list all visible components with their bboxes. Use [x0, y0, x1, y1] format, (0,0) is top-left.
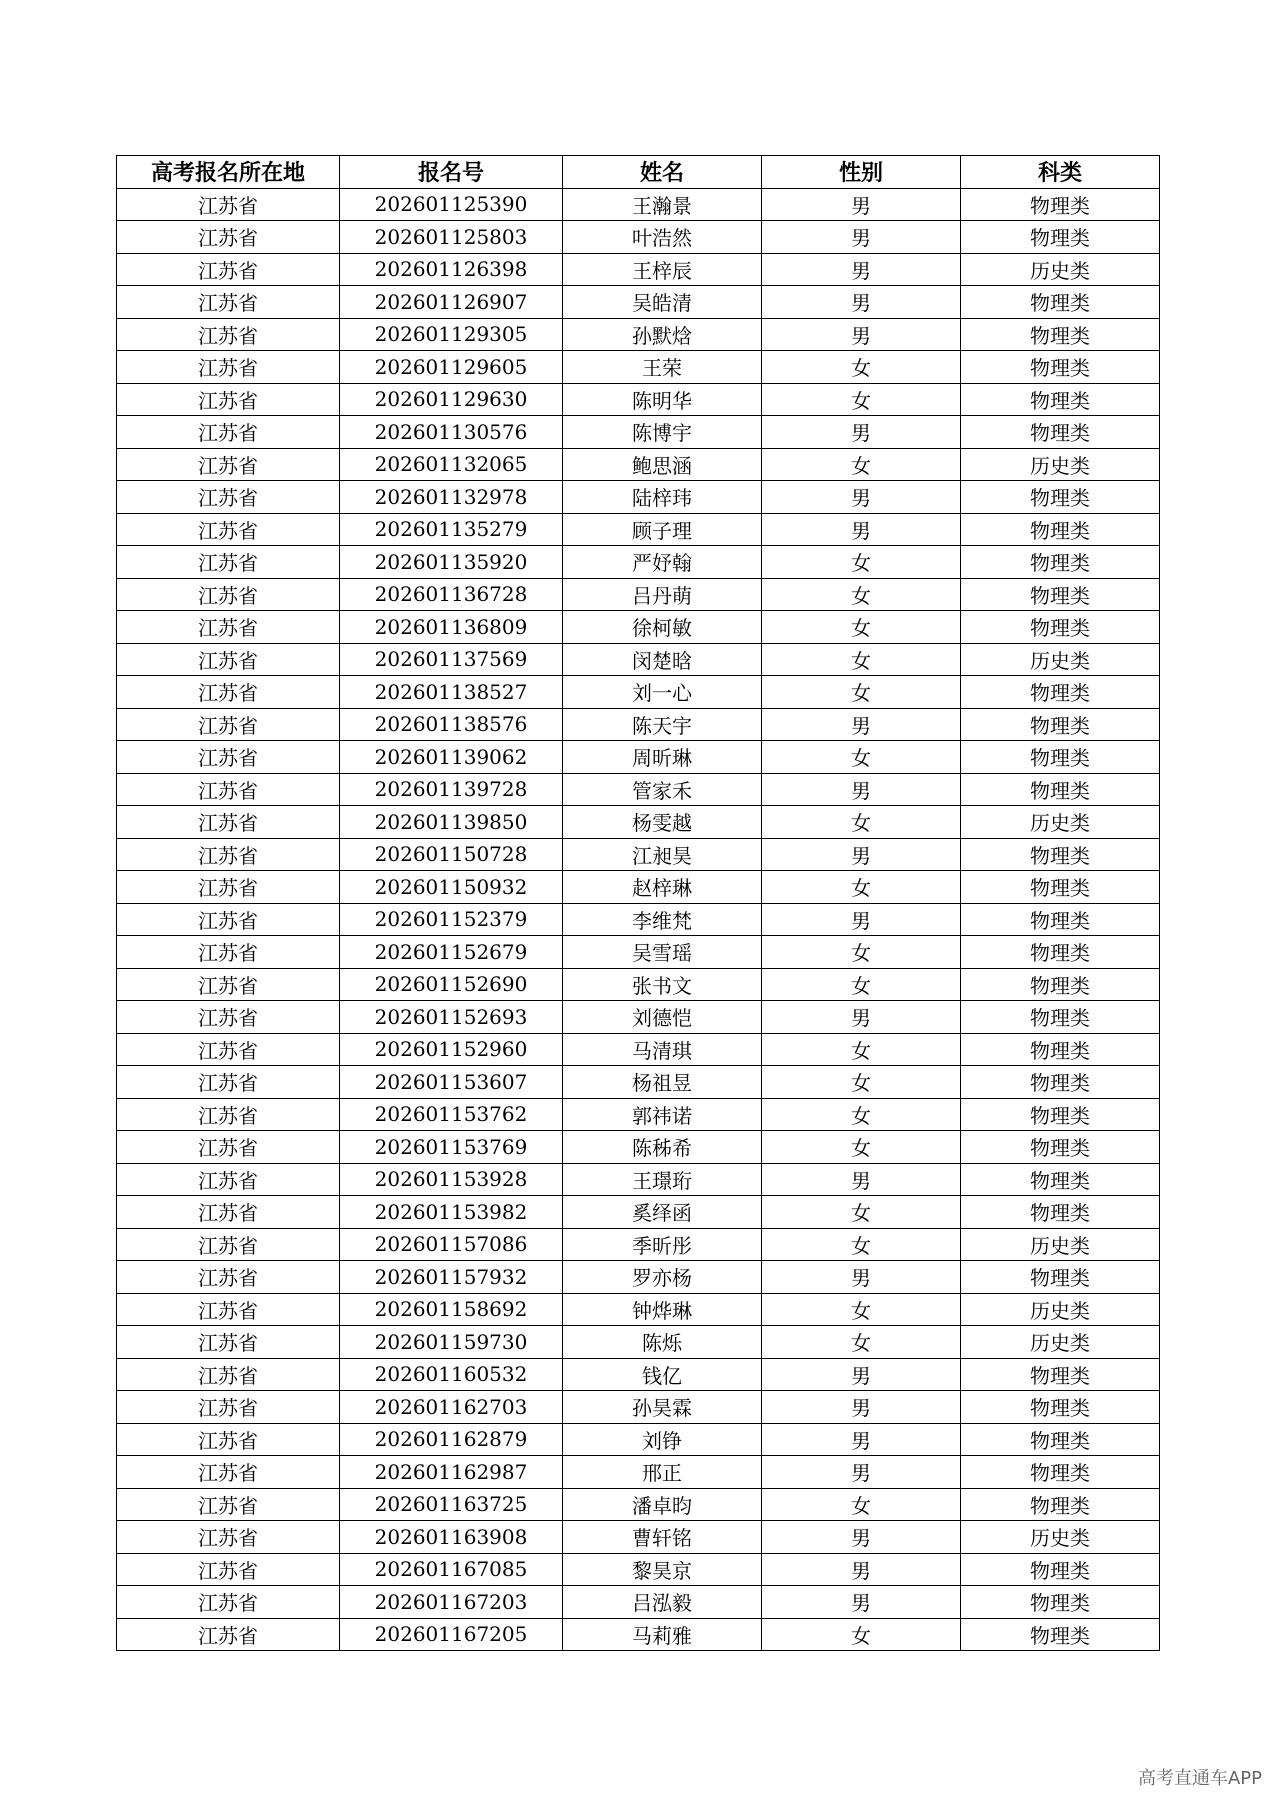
cell-reg-number: 202601126398 [340, 253, 563, 286]
cell-reg-number: 202601138576 [340, 708, 563, 741]
cell-subject: 物理类 [961, 773, 1160, 806]
table-row [117, 318, 1160, 351]
cell-gender: 男 [762, 1261, 961, 1294]
table-row [117, 188, 1160, 221]
cell-gender: 男 [762, 1456, 961, 1489]
cell-name: 孙默焓 [563, 318, 762, 351]
cell-reg-number: 202601129630 [340, 383, 563, 416]
cell-subject: 物理类 [961, 578, 1160, 611]
cell-gender: 女 [762, 383, 961, 416]
table-row [117, 546, 1160, 579]
cell-gender: 女 [762, 968, 961, 1001]
cell-subject: 历史类 [961, 1228, 1160, 1261]
header-gender: 性别 [762, 156, 961, 189]
table-row [117, 578, 1160, 611]
cell-name: 鲍思涵 [563, 448, 762, 481]
table-row [117, 741, 1160, 774]
cell-region: 江苏省 [117, 1196, 340, 1229]
cell-name: 徐柯敏 [563, 611, 762, 644]
cell-reg-number: 202601167203 [340, 1586, 563, 1619]
cell-subject: 物理类 [961, 1423, 1160, 1456]
cell-reg-number: 202601153928 [340, 1163, 563, 1196]
table-row [117, 676, 1160, 709]
table-row [117, 448, 1160, 481]
cell-gender: 女 [762, 1326, 961, 1359]
cell-name: 钟烨琳 [563, 1293, 762, 1326]
cell-region: 江苏省 [117, 773, 340, 806]
cell-name: 陈天宇 [563, 708, 762, 741]
cell-region: 江苏省 [117, 1261, 340, 1294]
cell-name: 王璟珩 [563, 1163, 762, 1196]
cell-subject: 历史类 [961, 1326, 1160, 1359]
cell-region: 江苏省 [117, 1391, 340, 1424]
cell-region: 江苏省 [117, 676, 340, 709]
cell-name: 马清琪 [563, 1033, 762, 1066]
cell-gender: 女 [762, 1488, 961, 1521]
cell-subject: 物理类 [961, 1261, 1160, 1294]
cell-reg-number: 202601139850 [340, 806, 563, 839]
cell-name: 潘卓昀 [563, 1488, 762, 1521]
cell-gender: 女 [762, 1033, 961, 1066]
cell-region: 江苏省 [117, 1358, 340, 1391]
cell-name: 周昕琳 [563, 741, 762, 774]
cell-region: 江苏省 [117, 448, 340, 481]
cell-region: 江苏省 [117, 351, 340, 384]
cell-subject: 物理类 [961, 188, 1160, 221]
cell-gender: 女 [762, 351, 961, 384]
cell-name: 严妤翰 [563, 546, 762, 579]
cell-subject: 物理类 [961, 286, 1160, 319]
cell-reg-number: 202601152679 [340, 936, 563, 969]
cell-subject: 物理类 [961, 318, 1160, 351]
cell-subject: 物理类 [961, 1391, 1160, 1424]
cell-region: 江苏省 [117, 481, 340, 514]
cell-region: 江苏省 [117, 1001, 340, 1034]
cell-gender: 女 [762, 1293, 961, 1326]
cell-region: 江苏省 [117, 416, 340, 449]
cell-subject: 物理类 [961, 1456, 1160, 1489]
cell-subject: 物理类 [961, 838, 1160, 871]
cell-reg-number: 202601132065 [340, 448, 563, 481]
cell-gender: 男 [762, 1553, 961, 1586]
cell-subject: 物理类 [961, 1488, 1160, 1521]
header-reg-number: 报名号 [340, 156, 563, 189]
cell-gender: 男 [762, 221, 961, 254]
cell-reg-number: 202601153982 [340, 1196, 563, 1229]
cell-subject: 物理类 [961, 383, 1160, 416]
cell-gender: 男 [762, 1586, 961, 1619]
cell-subject: 物理类 [961, 1001, 1160, 1034]
cell-region: 江苏省 [117, 968, 340, 1001]
table-row [117, 773, 1160, 806]
cell-name: 叶浩然 [563, 221, 762, 254]
cell-reg-number: 202601167205 [340, 1618, 563, 1651]
cell-reg-number: 202601125390 [340, 188, 563, 221]
cell-reg-number: 202601152690 [340, 968, 563, 1001]
table-row [117, 1586, 1160, 1619]
cell-gender: 男 [762, 481, 961, 514]
cell-gender: 女 [762, 936, 961, 969]
cell-name: 刘铮 [563, 1423, 762, 1456]
cell-reg-number: 202601163908 [340, 1521, 563, 1554]
cell-reg-number: 202601153762 [340, 1098, 563, 1131]
cell-region: 江苏省 [117, 1098, 340, 1131]
cell-subject: 物理类 [961, 611, 1160, 644]
cell-name: 黎昊京 [563, 1553, 762, 1586]
cell-region: 江苏省 [117, 1521, 340, 1554]
table-row [117, 1001, 1160, 1034]
cell-region: 江苏省 [117, 513, 340, 546]
cell-reg-number: 202601136809 [340, 611, 563, 644]
cell-name: 马莉雅 [563, 1618, 762, 1651]
cell-region: 江苏省 [117, 1456, 340, 1489]
cell-gender: 男 [762, 188, 961, 221]
header-subject: 科类 [961, 156, 1160, 189]
cell-subject: 物理类 [961, 1618, 1160, 1651]
cell-region: 江苏省 [117, 1553, 340, 1586]
cell-gender: 女 [762, 1098, 961, 1131]
cell-reg-number: 202601158692 [340, 1293, 563, 1326]
cell-reg-number: 202601150728 [340, 838, 563, 871]
cell-reg-number: 202601125803 [340, 221, 563, 254]
header-name: 姓名 [563, 156, 762, 189]
cell-subject: 物理类 [961, 1358, 1160, 1391]
cell-region: 江苏省 [117, 546, 340, 579]
cell-name: 孙昊霖 [563, 1391, 762, 1424]
cell-region: 江苏省 [117, 838, 340, 871]
table-row [117, 1618, 1160, 1651]
cell-gender: 女 [762, 676, 961, 709]
cell-gender: 男 [762, 838, 961, 871]
table-row [117, 351, 1160, 384]
cell-subject: 物理类 [961, 1131, 1160, 1164]
table-row [117, 1228, 1160, 1261]
cell-gender: 女 [762, 546, 961, 579]
cell-subject: 物理类 [961, 968, 1160, 1001]
cell-name: 王荣 [563, 351, 762, 384]
cell-reg-number: 202601150932 [340, 871, 563, 904]
table-row [117, 1098, 1160, 1131]
cell-name: 钱亿 [563, 1358, 762, 1391]
cell-region: 江苏省 [117, 286, 340, 319]
cell-reg-number: 202601139062 [340, 741, 563, 774]
cell-region: 江苏省 [117, 188, 340, 221]
cell-subject: 物理类 [961, 1196, 1160, 1229]
cell-region: 江苏省 [117, 221, 340, 254]
cell-region: 江苏省 [117, 1228, 340, 1261]
cell-region: 江苏省 [117, 708, 340, 741]
roster-table [116, 155, 1160, 1651]
cell-region: 江苏省 [117, 611, 340, 644]
cell-reg-number: 202601167085 [340, 1553, 563, 1586]
table-row [117, 611, 1160, 644]
table-row [117, 1423, 1160, 1456]
cell-subject: 物理类 [961, 676, 1160, 709]
cell-gender: 男 [762, 513, 961, 546]
cell-subject: 物理类 [961, 546, 1160, 579]
table-row [117, 1326, 1160, 1359]
cell-name: 陈秭希 [563, 1131, 762, 1164]
cell-name: 罗亦杨 [563, 1261, 762, 1294]
cell-gender: 男 [762, 286, 961, 319]
table-row [117, 481, 1160, 514]
cell-reg-number: 202601126907 [340, 286, 563, 319]
table-row [117, 1358, 1160, 1391]
cell-subject: 物理类 [961, 481, 1160, 514]
cell-region: 江苏省 [117, 383, 340, 416]
cell-name: 李维梵 [563, 903, 762, 936]
cell-name: 邢正 [563, 1456, 762, 1489]
cell-region: 江苏省 [117, 1033, 340, 1066]
table-row [117, 838, 1160, 871]
cell-gender: 女 [762, 611, 961, 644]
cell-name: 杨雯越 [563, 806, 762, 839]
cell-gender: 女 [762, 741, 961, 774]
cell-region: 江苏省 [117, 903, 340, 936]
table-row [117, 1131, 1160, 1164]
cell-name: 陈烁 [563, 1326, 762, 1359]
table-row [117, 1488, 1160, 1521]
roster-body [117, 188, 1160, 1651]
cell-gender: 男 [762, 1163, 961, 1196]
cell-reg-number: 202601137569 [340, 643, 563, 676]
cell-reg-number: 202601153769 [340, 1131, 563, 1164]
cell-name: 江昶昊 [563, 838, 762, 871]
table-row [117, 1293, 1160, 1326]
table-row [117, 806, 1160, 839]
cell-subject: 物理类 [961, 903, 1160, 936]
cell-name: 郭祎诺 [563, 1098, 762, 1131]
cell-subject: 物理类 [961, 741, 1160, 774]
cell-region: 江苏省 [117, 578, 340, 611]
cell-reg-number: 202601162879 [340, 1423, 563, 1456]
table-row [117, 286, 1160, 319]
cell-reg-number: 202601162703 [340, 1391, 563, 1424]
cell-subject: 历史类 [961, 1521, 1160, 1554]
cell-reg-number: 202601139728 [340, 773, 563, 806]
cell-region: 江苏省 [117, 318, 340, 351]
cell-reg-number: 202601135920 [340, 546, 563, 579]
cell-name: 顾子理 [563, 513, 762, 546]
cell-region: 江苏省 [117, 1586, 340, 1619]
cell-region: 江苏省 [117, 1488, 340, 1521]
cell-gender: 男 [762, 1391, 961, 1424]
table-row [117, 1033, 1160, 1066]
table-row [117, 416, 1160, 449]
cell-reg-number: 202601130576 [340, 416, 563, 449]
cell-reg-number: 202601159730 [340, 1326, 563, 1359]
cell-gender: 男 [762, 1521, 961, 1554]
cell-reg-number: 202601132978 [340, 481, 563, 514]
cell-gender: 男 [762, 903, 961, 936]
cell-reg-number: 202601160532 [340, 1358, 563, 1391]
table-row [117, 708, 1160, 741]
cell-gender: 女 [762, 643, 961, 676]
cell-region: 江苏省 [117, 1293, 340, 1326]
cell-subject: 物理类 [961, 1586, 1160, 1619]
cell-name: 王瀚景 [563, 188, 762, 221]
table-row [117, 1261, 1160, 1294]
cell-reg-number: 202601163725 [340, 1488, 563, 1521]
cell-region: 江苏省 [117, 1618, 340, 1651]
cell-region: 江苏省 [117, 741, 340, 774]
cell-subject: 历史类 [961, 643, 1160, 676]
cell-gender: 男 [762, 1358, 961, 1391]
cell-name: 奚绎函 [563, 1196, 762, 1229]
cell-reg-number: 202601136728 [340, 578, 563, 611]
header-row [117, 156, 1160, 189]
table-row [117, 903, 1160, 936]
cell-name: 刘德恺 [563, 1001, 762, 1034]
cell-gender: 女 [762, 1131, 961, 1164]
cell-subject: 物理类 [961, 221, 1160, 254]
cell-region: 江苏省 [117, 871, 340, 904]
cell-subject: 历史类 [961, 253, 1160, 286]
cell-region: 江苏省 [117, 806, 340, 839]
cell-name: 杨祖昱 [563, 1066, 762, 1099]
cell-reg-number: 202601153607 [340, 1066, 563, 1099]
table-row [117, 643, 1160, 676]
cell-name: 吕泓毅 [563, 1586, 762, 1619]
table-row [117, 871, 1160, 904]
cell-reg-number: 202601129305 [340, 318, 563, 351]
cell-subject: 物理类 [961, 936, 1160, 969]
cell-reg-number: 202601138527 [340, 676, 563, 709]
cell-gender: 女 [762, 448, 961, 481]
cell-subject: 历史类 [961, 1293, 1160, 1326]
table-row [117, 1163, 1160, 1196]
cell-name: 陈明华 [563, 383, 762, 416]
table-row [117, 1456, 1160, 1489]
cell-subject: 历史类 [961, 448, 1160, 481]
cell-reg-number: 202601152693 [340, 1001, 563, 1034]
cell-reg-number: 202601135279 [340, 513, 563, 546]
cell-subject: 物理类 [961, 871, 1160, 904]
cell-region: 江苏省 [117, 643, 340, 676]
cell-region: 江苏省 [117, 1423, 340, 1456]
table-row [117, 513, 1160, 546]
table-row [117, 936, 1160, 969]
cell-name: 赵梓琳 [563, 871, 762, 904]
cell-subject: 物理类 [961, 416, 1160, 449]
cell-gender: 男 [762, 253, 961, 286]
cell-gender: 女 [762, 1196, 961, 1229]
cell-name: 季昕彤 [563, 1228, 762, 1261]
cell-reg-number: 202601162987 [340, 1456, 563, 1489]
cell-name: 张书文 [563, 968, 762, 1001]
cell-name: 吴皓清 [563, 286, 762, 319]
cell-gender: 男 [762, 1001, 961, 1034]
header-region: 高考报名所在地 [117, 156, 340, 189]
cell-gender: 女 [762, 1228, 961, 1261]
cell-name: 刘一心 [563, 676, 762, 709]
cell-region: 江苏省 [117, 936, 340, 969]
cell-region: 江苏省 [117, 1131, 340, 1164]
cell-subject: 物理类 [961, 351, 1160, 384]
cell-subject: 物理类 [961, 1066, 1160, 1099]
cell-name: 陆梓玮 [563, 481, 762, 514]
cell-subject: 物理类 [961, 1098, 1160, 1131]
table-row [117, 1196, 1160, 1229]
cell-gender: 女 [762, 578, 961, 611]
cell-region: 江苏省 [117, 1326, 340, 1359]
cell-subject: 物理类 [961, 1553, 1160, 1586]
cell-subject: 物理类 [961, 1163, 1160, 1196]
table-row [117, 253, 1160, 286]
cell-reg-number: 202601157086 [340, 1228, 563, 1261]
cell-reg-number: 202601157932 [340, 1261, 563, 1294]
cell-name: 吴雪瑶 [563, 936, 762, 969]
cell-subject: 物理类 [961, 1033, 1160, 1066]
cell-name: 曹轩铭 [563, 1521, 762, 1554]
cell-gender: 男 [762, 416, 961, 449]
cell-gender: 女 [762, 1066, 961, 1099]
table-row [117, 383, 1160, 416]
cell-subject: 物理类 [961, 708, 1160, 741]
table-row [117, 1391, 1160, 1424]
cell-reg-number: 202601129605 [340, 351, 563, 384]
cell-gender: 女 [762, 806, 961, 839]
cell-region: 江苏省 [117, 1066, 340, 1099]
table-row [117, 968, 1160, 1001]
cell-name: 闵楚晗 [563, 643, 762, 676]
cell-name: 管家禾 [563, 773, 762, 806]
cell-gender: 女 [762, 871, 961, 904]
table-row [117, 221, 1160, 254]
cell-gender: 男 [762, 318, 961, 351]
cell-name: 陈博宇 [563, 416, 762, 449]
cell-gender: 男 [762, 708, 961, 741]
table-row [117, 1521, 1160, 1554]
cell-subject: 物理类 [961, 513, 1160, 546]
cell-reg-number: 202601152379 [340, 903, 563, 936]
table-row [117, 1066, 1160, 1099]
table-row [117, 1553, 1160, 1586]
cell-name: 吕丹萌 [563, 578, 762, 611]
cell-gender: 女 [762, 1618, 961, 1651]
cell-reg-number: 202601152960 [340, 1033, 563, 1066]
cell-subject: 历史类 [961, 806, 1160, 839]
cell-gender: 男 [762, 773, 961, 806]
cell-region: 江苏省 [117, 1163, 340, 1196]
watermark: 高考直通车APP [1137, 1768, 1262, 1789]
cell-name: 王梓辰 [563, 253, 762, 286]
cell-region: 江苏省 [117, 253, 340, 286]
cell-gender: 男 [762, 1423, 961, 1456]
